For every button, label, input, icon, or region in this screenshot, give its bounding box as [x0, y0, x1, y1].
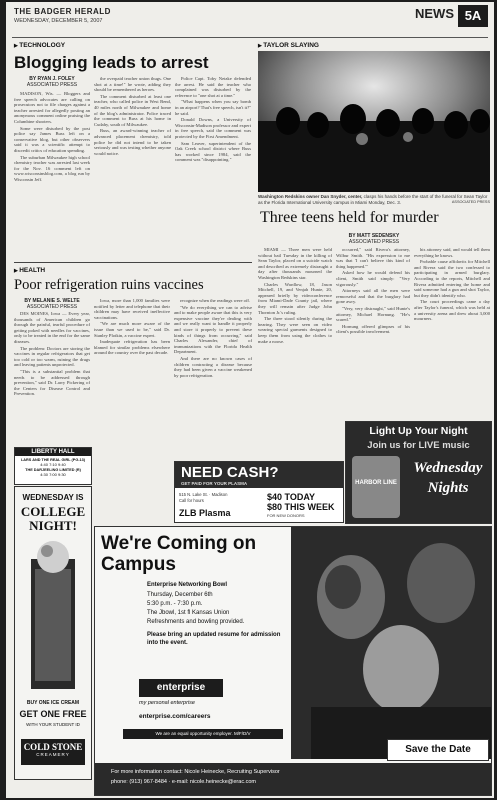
ad-light-up-night[interactable] [345, 421, 492, 524]
article-paragraph: Sam Leaver, superintendent of the Oak Creek school district where Buss has worked since 1984, said the comment was "disappointing." [175, 140, 251, 163]
article-paragraph: Hornung offered glimpses of his client's possible involvement. [336, 323, 410, 335]
movie-title-1: LARS AND THE REAL GIRL (PG-13) [20, 458, 86, 462]
article-paragraph: The suburban Milwaukee high school chemistry teacher was arrested last week for the Nov. 16 comment left on www.wisconsinsblog.com, a blog run by Wisconsin Jeff. [14, 154, 90, 182]
article-paragraph: "What happens when you say bomb in an airport? That's free speech, isn't it?" he said. [175, 99, 251, 116]
ad-price-week: $80 THIS WEEK [267, 502, 335, 512]
article-paragraph: his attorney said, and would tell them everything he knows. [414, 247, 490, 258]
event-note: Please bring an updated resume for admission into the event. [147, 632, 281, 646]
section-label-health: ▶ HEALTH [14, 267, 45, 274]
article-column [414, 247, 490, 419]
ad-brand: ZLB Plasma [179, 508, 231, 518]
article-paragraph: DES MOINES, Iowa — Every year, thousands of American children go through the painful, tearful procedure of getting poked with needles for vaccines, only to be treated in the end for the same diseases. [14, 311, 90, 344]
article-paragraph: Attorneys said all the men were remorseful and that the burglary had gone awry. [336, 288, 410, 305]
ad-headline: NEED CASH? [181, 464, 279, 481]
article-paragraph: occurred," said Rivera's attorney, Wilbur Smith. "His expression to me was that 'I can't believe this kind of thing happened.'" [336, 247, 410, 269]
ad-headline: LIBERTY HALL [15, 448, 91, 456]
article-paragraph: MIAMI — Three men were held without bail Tuesday in the killing of Sean Taylor, placed on a suicide watch and described as extremely distraught a day after thousands mourned the Washington Redskins star. [258, 247, 332, 280]
eoe-notice: We are an equal opportunity employer. M/F/D/V [123, 729, 283, 739]
ad-line-5: GET ONE FREE [19, 709, 87, 719]
ad-address: 515 N. Lake St. · Madison [179, 492, 228, 497]
byline-teens [258, 233, 490, 245]
save-the-date-badge: Save the Date [387, 739, 489, 761]
article-column [14, 311, 90, 442]
ad-line-3: NIGHT! [29, 518, 77, 533]
contact-phone: phone: (913) 967-8484 · e-mail: nicole.heinecke@erac.com [111, 779, 256, 785]
photo-caption [258, 194, 490, 205]
byline-agency: ASSOCIATED PRESS [348, 239, 400, 245]
byline-vaccines [14, 298, 90, 310]
venue-name: HARBOR LINE [355, 480, 397, 486]
article-paragraph: "This is a substantial problem that needs to be addressed through prevention," said Dr. Larry Pickering of the Centers for Disease Control and Prevention. [14, 368, 90, 397]
byline-name: BY RYAN J. FOLEY [29, 76, 75, 82]
ad-line-6: WITH YOUR STUDENT ID [26, 722, 80, 727]
article-paragraph: And there are no known cases of children contracting a disease because they had been given a vaccine weakened by poor refrigeration. [174, 355, 252, 378]
ad-fine-print: FOR NEW DONORS [267, 513, 305, 518]
ad-hours: Call for hours [179, 498, 204, 503]
article-paragraph: Iowa, more than 1,000 families were notified by letter and telephone that their children may have received ineffective vaccinations. [94, 298, 170, 320]
movie-times-2: 4:30 7:00 9:30 [40, 472, 66, 477]
ad-line-1: WEDNESDAY IS [22, 493, 84, 502]
article-column [336, 247, 410, 419]
event-place: The Jbowl, 1st fl Kansas Union [147, 610, 230, 616]
article-paragraph: The three stood silently during the hearing. They were seen on video wearing special garments designed to keep them from using the clothes to make a noose. [258, 316, 332, 344]
careers-link[interactable]: enterprise.com/careers [139, 713, 211, 720]
article-paragraph: "We are much more aware of the issue than we used to be," said Dr. Stanley Plotkin, a vaccine expert. [94, 321, 170, 338]
event-date: Thursday, December 6th [147, 592, 213, 598]
article-paragraph: Police Capt. Toby Netzke defended the arrest. He said the teacher who complained was disturbed by the reference to "one shot at a time." [175, 76, 251, 98]
logo-sub: CREAMERY [36, 752, 70, 757]
cold-stone-logo [21, 739, 85, 765]
masthead [12, 5, 488, 38]
article-paragraph: the overpaid teacher union thugs. One shot at a time!" he wrote, adding they should be remembered as heroes. [94, 76, 171, 93]
article-paragraph: Inadequate refrigeration has been blamed for similar problems elsewhere around the country over the past decade. [94, 339, 170, 356]
ad-price: $40 TODAY [267, 492, 316, 502]
ad-enterprise[interactable] [94, 526, 492, 796]
newspaper-page [6, 2, 494, 798]
section-title: NEWS [415, 6, 454, 21]
ad-subheadline: Join us for LIVE music [367, 440, 470, 451]
contact-bar [95, 763, 491, 795]
article-paragraph: "We do everything we can to advise and to make people aware that this is very expensive vaccine they're dealing with and we really want to handle it properly and store it properly to prevent these kinds of things from occurring," said Charles Alexander, chief of immunizations with the Florida Health Department. [174, 304, 252, 355]
section-label-taylor: ▶ TAYLOR SLAYING [258, 42, 319, 49]
article-paragraph: Some were disturbed by the post police say James Buss left on a conservative blog, but other observers said it was a scientific attempt to discredit critics of education spending. [14, 125, 90, 153]
article-column [94, 76, 171, 259]
headline-teens: Three teens held for murder [260, 209, 439, 226]
movie-times-1: 4:40 7:10 9:40 [40, 462, 66, 467]
article-paragraph: "Very, very distraught," said Hunte's attorney, Michael Hornung. "He's scared." [336, 305, 410, 323]
ad-headline: Light Up Your Night [369, 425, 468, 437]
ad-tagline: my personal enterprise [139, 700, 195, 706]
page-number: 5A [458, 5, 488, 27]
article-paragraph: Probable cause affidavits for Mitchell and Rivera said the two confessed to participating in armed burglary. According to the reports, Mitchell and Rivera admitted entering the home and said someone had a gun and shot Taylor, but they didn't identify who. [414, 259, 490, 298]
article-column [175, 76, 251, 259]
article-paragraph: The court proceedings came a day after Taylor's funeral, which was held at a university arena and drew about 3,000 mourners. [414, 299, 490, 322]
section-label-technology: ▶ TECHNOLOGY [14, 42, 65, 49]
article-paragraph: The problem: Doctors are storing the vaccines in regular refrigerators that get too cold or too warm, ruining the drugs and leaving patients unprotected. [14, 345, 90, 368]
venue-logo [352, 456, 400, 518]
article-paragraph: The comment disturbed at least one teacher, who called police in West Bend, 40 miles north of Milwaukee and home of the blog's administrator. Police traced the comment to Buss at his home in Cudahy, south of Milwaukee. [94, 93, 171, 127]
caption-lead: Washington Redskins owner Dan Snyder, center, [258, 194, 363, 199]
article-paragraph: Buss, an award-winning teacher of advanced placement chemistry, told police he did not intend to be taken seriously and was testing whether anyone would notice. [94, 128, 171, 156]
enterprise-logo: enterprise [139, 679, 223, 697]
article-paragraph: Charles Wardlow, 18, Jason Mitchell, 19, and Venjah Hunte, 20, appeared briefly by videoconference from Miami-Dade County jail, where they will remain after Judge John Thornton Jr.'s ruling. [258, 281, 332, 315]
event-food: Refreshments and bowling provided. [147, 619, 245, 625]
article-column [94, 298, 170, 478]
event-name: Enterprise Networking Bowl [147, 582, 228, 588]
issue-date: WEDNESDAY, DECEMBER 5, 2007 [14, 18, 103, 24]
ad-subheadline: GET PAID FOR YOUR PLASMA [181, 481, 248, 486]
byline-name: BY MELANIE S. WELTE [24, 298, 80, 304]
ad-day: Wednesday [413, 460, 483, 476]
movie-title-2: THE DARJEELING LIMITED (R) [25, 468, 81, 472]
article-column [258, 247, 332, 419]
contact-line: For more information contact: Nicole Heinecke, Recruiting Supervisor [111, 769, 280, 775]
event-time: 5:30 p.m. - 7:30 p.m. [147, 601, 203, 607]
caption-text: clasps his hands before the start of the funeral for Sean Taylor as the Florida International University campus in Miami Monday, Dec. 3. [258, 194, 488, 205]
byline-name: BY MATT SEDENSKY [348, 233, 400, 239]
article-paragraph: recognize when the readings were off. [180, 298, 251, 303]
ice-cream-image [27, 539, 79, 689]
funeral-photo [258, 51, 490, 192]
ad-cold-stone[interactable] [14, 486, 92, 780]
ad-photo-people [291, 527, 491, 759]
byline-agency: ASSOCIATED PRESS [26, 304, 78, 310]
paper-name: THE BADGER HERALD [14, 7, 111, 16]
ad-nights: Nights [427, 480, 469, 496]
article-column [14, 91, 90, 259]
ad-liberty-hall[interactable] [14, 447, 92, 485]
article-column [174, 298, 252, 458]
ad-line-2: COLLEGE [20, 504, 86, 519]
ad-headline: We're Coming on Campus [101, 533, 257, 575]
byline-agency: ASSOCIATED PRESS [26, 82, 78, 88]
headline-blogging: Blogging leads to arrest [14, 53, 209, 72]
ad-line-4: BUY ONE ICE CREAM [26, 700, 80, 706]
section-divider [14, 262, 252, 263]
article-paragraph: MADISON, Wis. — Bloggers and free speech advocates are calling on prosecutors not to file charges against a teacher arrested for allegedly posting an anonymous comment online praising the Columbine shooters. [14, 91, 90, 124]
article-paragraph: Asked how he would defend his client, Smith said simply: "Very vigorously." [336, 270, 410, 287]
headline-vaccines: Poor refrigeration ruins vaccines [14, 277, 204, 293]
article-paragraph: Donald Downs, a University of Wisconsin-Madison professor and expert in free speech, said the comment was protected by the First Amendment. [175, 117, 251, 139]
ad-need-cash[interactable] [174, 461, 344, 523]
logo-brand: COLD STONE [23, 742, 83, 752]
photo-credit: ASSOCIATED PRESS [451, 199, 490, 204]
byline-blogging [14, 76, 90, 88]
